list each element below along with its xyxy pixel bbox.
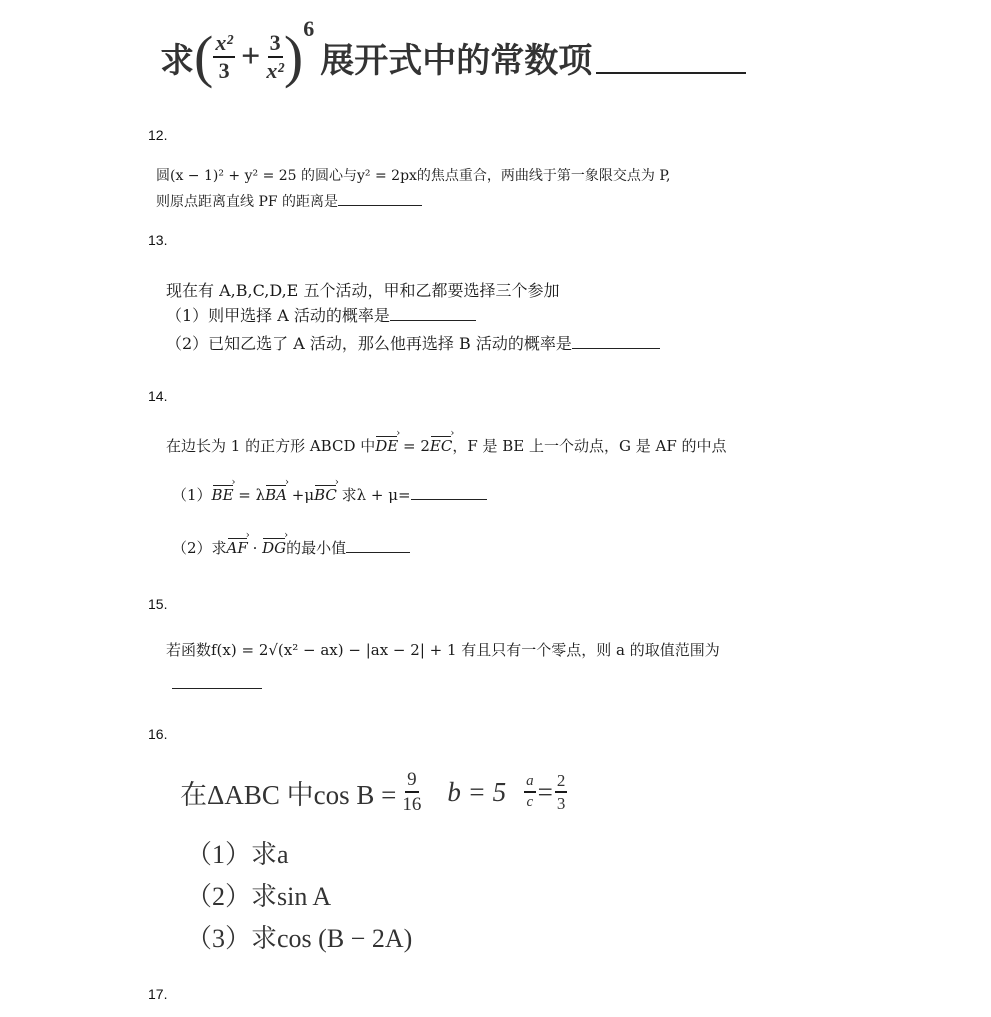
q16-part2: （2）求sin A [186, 882, 332, 911]
q16-part3: （3）求cos (B − 2A) [186, 924, 413, 953]
q16-ac-numerator: a [524, 774, 536, 793]
q14-part2-blank [346, 551, 410, 553]
q14-stem-text-b: ，F 是 BE 上一个动点，G 是 AF 的中点 [452, 437, 727, 455]
q13-stem: 现在有 A,B,C,D,E 五个活动，甲和乙都要选择三个参加 [166, 281, 560, 300]
q15-answer-blank [172, 688, 262, 689]
q12-line1: 圆(x − 1)² + y² = 25 的圆心与y² = 2px的焦点重合，两曲线于第一象限交点为 P, [156, 168, 671, 184]
q16-b-value: b = 5 [447, 776, 507, 807]
q14-part1-blank [411, 498, 487, 500]
q11-frac1-numerator: x² [213, 32, 235, 58]
q14-p1-tail: 求λ + μ= [336, 486, 411, 504]
q11-fraction-2 [266, 32, 284, 82]
q13-number: 13. [148, 232, 168, 248]
q13-part1 [166, 303, 476, 326]
q11-formula [160, 16, 746, 92]
q14-vector-BE: BE › [212, 486, 234, 504]
q12-line2-text: 则原点距离直线 PF 的距离是 [156, 194, 339, 210]
q17-number: 17. [148, 986, 168, 1002]
q14-number: 14. [148, 388, 168, 404]
q11-suffix: 展开式中的常数项 [320, 42, 593, 80]
q13-part1-blank [390, 319, 476, 321]
q11-exponent: 6 [303, 16, 315, 41]
q16-number: 16. [148, 726, 168, 742]
q13-part2-blank [572, 347, 660, 349]
q14-part1 [172, 484, 487, 505]
q14-p2-label: （2）求 [172, 539, 227, 557]
q16-cos-fraction [402, 770, 421, 814]
q11-frac1-denominator: 3 [218, 58, 230, 83]
q14-part2 [172, 537, 410, 558]
q16-cos-numerator: 9 [405, 770, 419, 793]
q16-ratio-fraction [555, 772, 568, 812]
q14-vector-AF: AF › [227, 539, 248, 557]
q14-dot: · [247, 539, 263, 557]
q14-eq-2: = 2 [398, 437, 430, 455]
q14-stem-text-a: 在边长为 1 的正方形 ABCD 中 [166, 437, 376, 455]
q14-vector-BA: BA › [265, 486, 287, 504]
q14-p1-plus: +μ [287, 486, 315, 504]
q16-part1: （1）求a [186, 840, 289, 869]
q16-cos-denominator: 16 [402, 794, 422, 815]
q15-number: 15. [148, 596, 168, 612]
q12-answer-blank [338, 204, 422, 206]
q14-stem [166, 435, 727, 456]
q14-vector-DG: DG › [262, 539, 286, 557]
q14-vector-BC: BC › [314, 486, 337, 504]
q14-p2-tail: 的最小值 [286, 539, 347, 557]
q11-plus: + [240, 38, 261, 75]
q16-ac-equals: = [537, 776, 553, 807]
q14-vector-EC: EC › [430, 437, 452, 455]
q16-ac-denominator: c [526, 794, 534, 810]
q11-frac2-denominator: x² [266, 58, 284, 83]
q12-line2 [156, 191, 422, 211]
q16-stem [180, 762, 567, 822]
q16-ratio-denominator: 3 [556, 794, 566, 813]
q11-prefix: 求 [160, 42, 194, 80]
q16-ac-fraction [524, 774, 536, 810]
q11-left-paren: ( [194, 24, 214, 89]
q15-line: 若函数f(x) = 2√(x² − ax) − |ax − 2| + 1 有且只有一个零点，则 a 的取值范围为 [166, 641, 720, 659]
q13-part2-text: （2）已知乙选了 A 活动，那么他再选择 B 活动的概率是 [166, 334, 572, 353]
q14-p1-label: （1） [172, 486, 212, 504]
q16-stem-text: 在ΔABC 中cos B = [180, 779, 397, 810]
q11-right-paren: ) [283, 24, 304, 89]
q11-answer-blank [596, 71, 746, 74]
q14-vector-DE: DE › [375, 437, 398, 455]
q14-p1-eq: = λ [233, 486, 266, 504]
q16-ratio-numerator: 2 [555, 772, 568, 793]
q12-number: 12. [148, 127, 168, 143]
q13-part2 [166, 331, 660, 354]
q13-part1-text: （1）则甲选择 A 活动的概率是 [166, 306, 390, 325]
q11-fraction-1 [213, 32, 235, 82]
q11-frac2-numerator: 3 [268, 32, 283, 58]
